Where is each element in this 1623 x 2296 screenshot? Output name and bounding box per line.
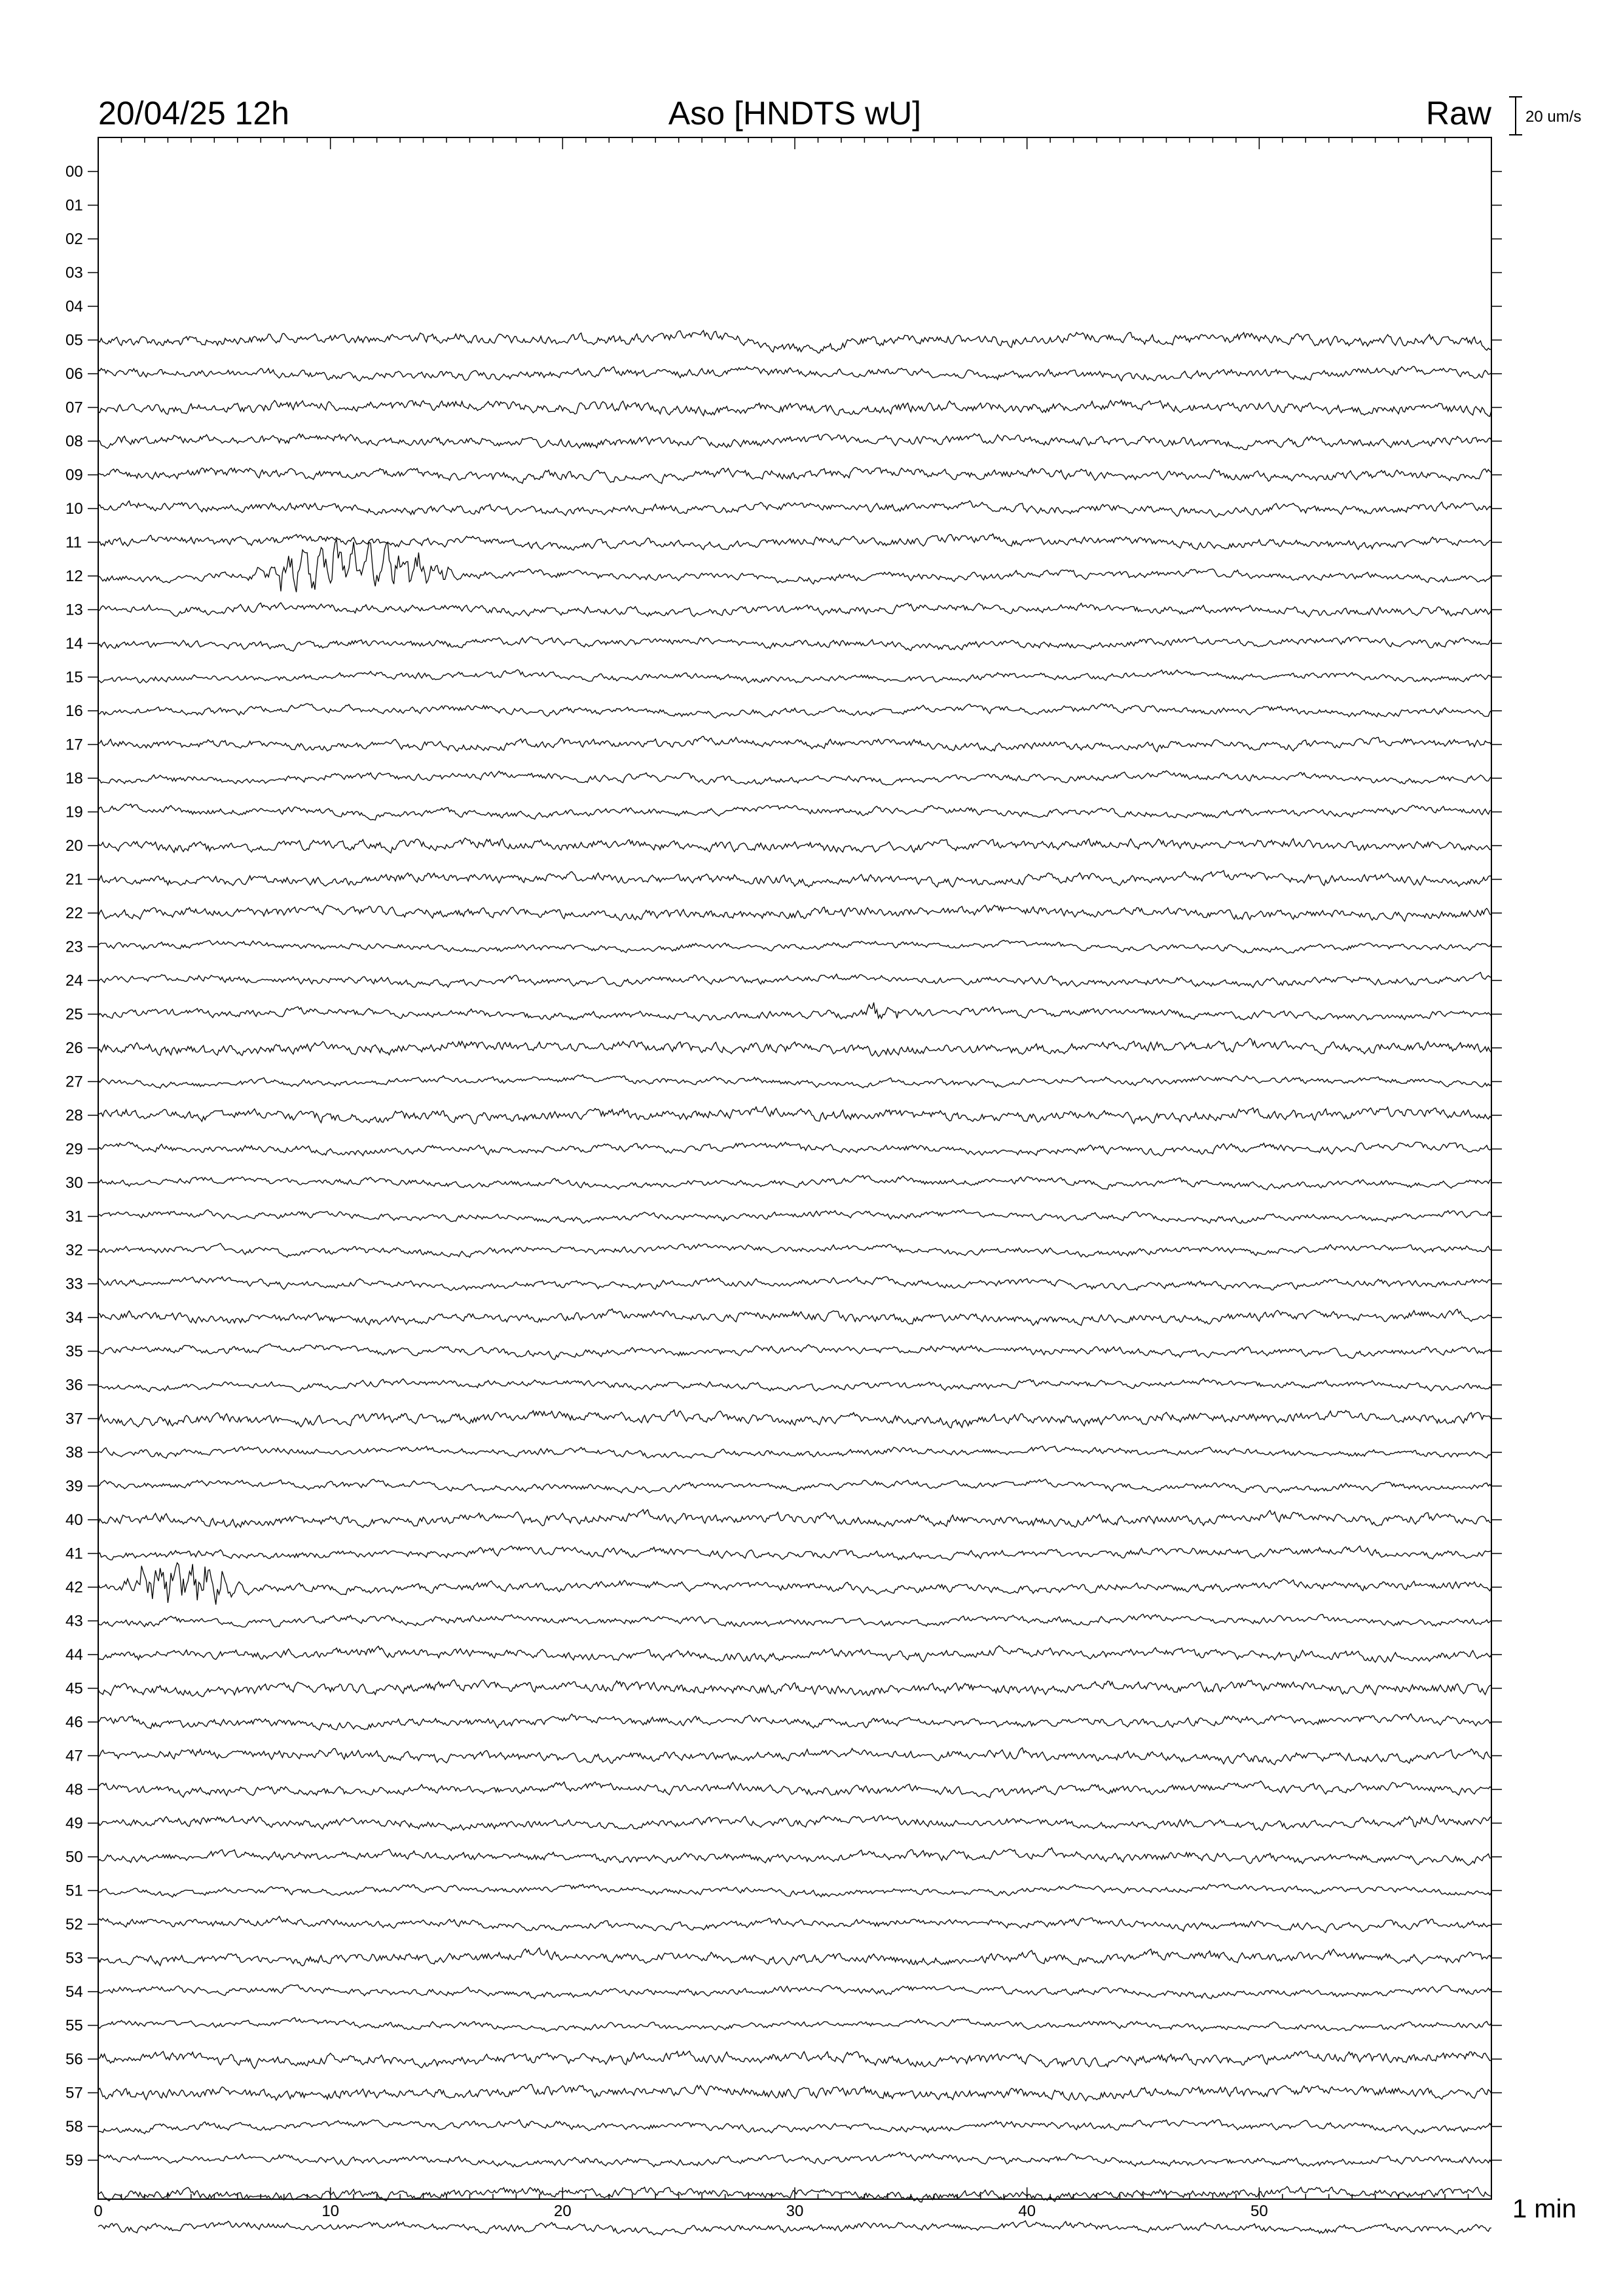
trace-row-30 bbox=[98, 1175, 1491, 1190]
trace-row-46 bbox=[98, 1714, 1491, 1731]
amplitude-scale-bar bbox=[1509, 97, 1522, 135]
row-label: 51 bbox=[65, 1882, 83, 1900]
trace-row-7 bbox=[98, 401, 1491, 417]
trace-row-23 bbox=[98, 941, 1491, 954]
row-label: 05 bbox=[65, 331, 83, 350]
datetime-label: 20/04/25 12h bbox=[98, 95, 289, 132]
row-label: 49 bbox=[65, 1814, 83, 1833]
trace-row-42 bbox=[98, 1563, 1491, 1605]
trace-row-25 bbox=[98, 1003, 1491, 1022]
trace-row-52 bbox=[98, 1916, 1491, 1933]
trace-row-51 bbox=[98, 1884, 1491, 1897]
x-tick-label: 50 bbox=[1250, 2202, 1268, 2220]
trace-row-22 bbox=[98, 905, 1491, 922]
row-label: 40 bbox=[65, 1511, 83, 1529]
row-label: 37 bbox=[65, 1410, 83, 1428]
trace-row-16 bbox=[98, 704, 1491, 718]
trace-row-49 bbox=[98, 1815, 1491, 1831]
trace-row-57 bbox=[98, 2085, 1491, 2101]
row-label: 54 bbox=[65, 1983, 83, 2001]
row-label: 17 bbox=[65, 736, 83, 754]
trace-row-29 bbox=[98, 1142, 1491, 1156]
row-label: 39 bbox=[65, 1477, 83, 1496]
station-title: Aso [HNDTS wU] bbox=[668, 95, 922, 132]
row-label: 27 bbox=[65, 1073, 83, 1091]
row-label: 04 bbox=[65, 298, 83, 315]
trace-row-28 bbox=[98, 1107, 1491, 1124]
trace-row-61 bbox=[98, 2221, 1491, 2235]
trace-row-31 bbox=[98, 1210, 1491, 1223]
trace-row-34 bbox=[98, 1309, 1491, 1325]
trace-row-48 bbox=[98, 1781, 1491, 1798]
time-unit-label: 1 min bbox=[1512, 2195, 1577, 2223]
row-label: 28 bbox=[65, 1107, 83, 1124]
row-label: 29 bbox=[65, 1140, 83, 1158]
trace-row-41 bbox=[98, 1546, 1491, 1560]
trace-row-33 bbox=[98, 1276, 1491, 1290]
trace-row-27 bbox=[98, 1075, 1491, 1088]
mode-label: Raw bbox=[1425, 95, 1491, 132]
trace-row-17 bbox=[98, 736, 1491, 752]
row-label: 12 bbox=[65, 567, 83, 585]
row-label: 41 bbox=[65, 1545, 83, 1563]
trace-row-9 bbox=[98, 467, 1491, 483]
row-label: 36 bbox=[65, 1376, 83, 1394]
row-label: 26 bbox=[65, 1039, 83, 1057]
trace-row-14 bbox=[98, 637, 1491, 651]
row-label: 23 bbox=[65, 938, 83, 956]
trace-row-35 bbox=[98, 1344, 1491, 1359]
row-label: 02 bbox=[65, 230, 83, 248]
row-label: 50 bbox=[65, 1848, 83, 1866]
trace-row-26 bbox=[98, 1038, 1491, 1056]
row-labels bbox=[65, 163, 1502, 2170]
row-label: 18 bbox=[65, 770, 83, 787]
row-label: 06 bbox=[65, 365, 83, 383]
row-label: 35 bbox=[65, 1342, 83, 1361]
trace-row-15 bbox=[98, 670, 1491, 683]
row-label: 21 bbox=[65, 870, 83, 889]
row-label: 00 bbox=[65, 163, 83, 181]
row-label: 08 bbox=[65, 433, 83, 450]
trace-row-56 bbox=[98, 2051, 1491, 2069]
row-label: 07 bbox=[65, 399, 83, 417]
trace-row-53 bbox=[98, 1948, 1491, 1966]
row-label: 16 bbox=[65, 702, 83, 720]
row-label: 57 bbox=[65, 2084, 83, 2102]
row-label: 46 bbox=[65, 1713, 83, 1731]
row-label: 25 bbox=[65, 1005, 83, 1024]
trace-row-50 bbox=[98, 1848, 1491, 1865]
x-tick-labels bbox=[94, 2202, 1267, 2220]
row-label: 31 bbox=[65, 1208, 83, 1226]
x-tick-label: 0 bbox=[94, 2202, 103, 2220]
trace-row-21 bbox=[98, 870, 1491, 887]
row-label: 48 bbox=[65, 1781, 83, 1799]
trace-row-32 bbox=[98, 1244, 1491, 1257]
row-label: 30 bbox=[65, 1174, 83, 1192]
row-label: 58 bbox=[65, 2118, 83, 2136]
trace-row-44 bbox=[98, 1645, 1491, 1662]
row-label: 59 bbox=[65, 2151, 83, 2170]
row-label: 15 bbox=[65, 668, 83, 687]
row-label: 10 bbox=[65, 500, 83, 518]
row-label: 45 bbox=[65, 1679, 83, 1698]
trace-row-43 bbox=[98, 1614, 1491, 1627]
trace-row-36 bbox=[98, 1378, 1491, 1391]
trace-row-55 bbox=[98, 2018, 1491, 2032]
row-label: 32 bbox=[65, 1242, 83, 1259]
trace-row-13 bbox=[98, 603, 1491, 617]
row-label: 13 bbox=[65, 601, 83, 619]
trace-row-40 bbox=[98, 1509, 1491, 1528]
row-label: 52 bbox=[65, 1916, 83, 1933]
row-label: 55 bbox=[65, 2017, 83, 2035]
row-label: 44 bbox=[65, 1646, 83, 1664]
row-label: 53 bbox=[65, 1949, 83, 1967]
trace-row-39 bbox=[98, 1479, 1491, 1493]
row-label: 19 bbox=[65, 803, 83, 821]
x-tick-label: 30 bbox=[786, 2202, 804, 2220]
row-label: 01 bbox=[65, 196, 83, 215]
trace-row-11 bbox=[98, 534, 1491, 550]
trace-row-45 bbox=[98, 1680, 1491, 1697]
trace-row-12 bbox=[98, 540, 1491, 592]
amplitude-scale-label: 20 um/s bbox=[1525, 108, 1582, 126]
trace-row-5 bbox=[98, 331, 1491, 353]
x-tick-label: 40 bbox=[1018, 2202, 1036, 2220]
trace-row-19 bbox=[98, 804, 1491, 821]
trace-row-20 bbox=[98, 838, 1491, 853]
x-tick-label: 20 bbox=[553, 2202, 572, 2220]
trace-row-37 bbox=[98, 1410, 1491, 1428]
row-label: 20 bbox=[65, 837, 83, 855]
row-label: 22 bbox=[65, 905, 83, 922]
row-label: 47 bbox=[65, 1747, 83, 1765]
row-label: 38 bbox=[65, 1444, 83, 1462]
row-label: 56 bbox=[65, 2051, 83, 2068]
seismic-traces bbox=[98, 331, 1491, 2235]
trace-row-47 bbox=[98, 1748, 1491, 1765]
row-label: 42 bbox=[65, 1579, 83, 1596]
x-tick-label: 10 bbox=[321, 2202, 340, 2220]
row-label: 33 bbox=[65, 1275, 83, 1293]
row-label: 43 bbox=[65, 1612, 83, 1630]
trace-row-8 bbox=[98, 434, 1491, 450]
trace-row-18 bbox=[98, 771, 1491, 785]
row-label: 09 bbox=[65, 466, 83, 484]
trace-row-38 bbox=[98, 1446, 1491, 1458]
row-label: 24 bbox=[65, 972, 83, 990]
trace-row-59 bbox=[98, 2152, 1491, 2167]
row-label: 03 bbox=[65, 264, 83, 282]
trace-row-10 bbox=[98, 501, 1491, 517]
row-label: 11 bbox=[65, 533, 82, 552]
row-label: 14 bbox=[65, 635, 83, 653]
row-label: 34 bbox=[65, 1309, 83, 1327]
trace-row-54 bbox=[98, 1985, 1491, 1999]
trace-row-6 bbox=[98, 367, 1491, 382]
trace-row-58 bbox=[98, 2120, 1491, 2134]
trace-row-24 bbox=[98, 973, 1491, 988]
